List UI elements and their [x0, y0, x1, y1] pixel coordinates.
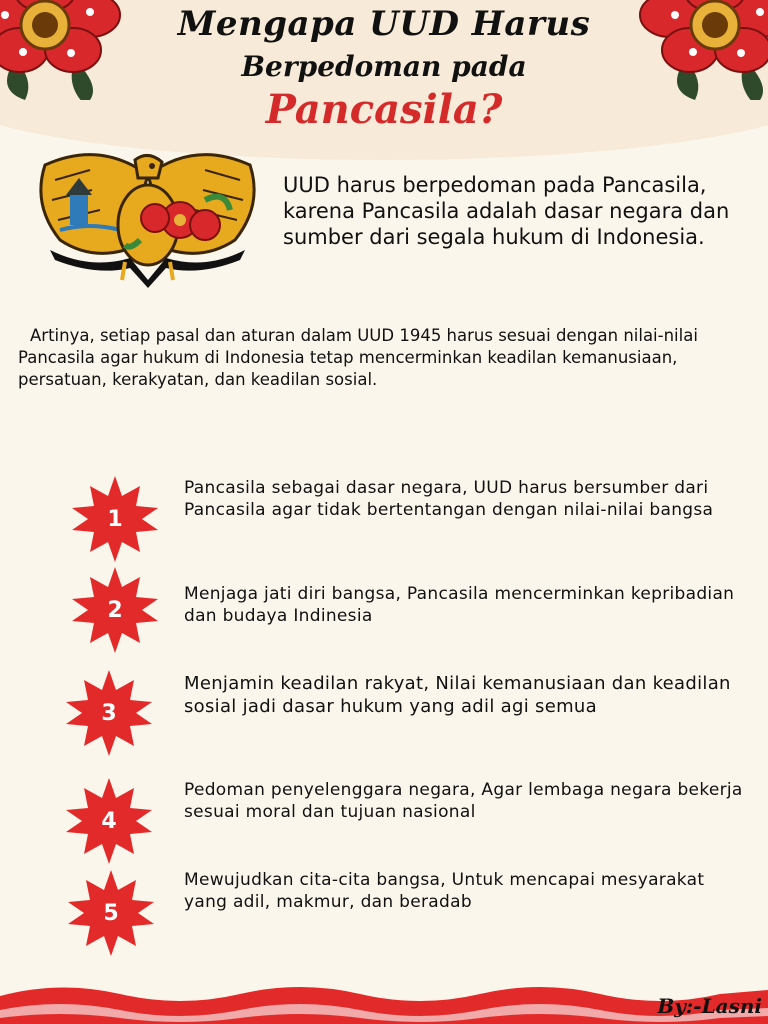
starburst-badge-icon — [64, 866, 158, 960]
explanation-paragraph: Artinya, setiap pasal dan aturan dalam UUD 1945 harus sesuai dengan nilai-nilai Pancasila agar hukum di Indonesia tetap mencerminkan keadilan kemanusiaan, persatuan, kerakyatan, dan keadilan sosial. — [18, 326, 698, 389]
badge-number: 4 — [101, 808, 117, 834]
title-line-1: Mengapa UUD Harus — [177, 4, 591, 44]
badge-number: 2 — [107, 597, 123, 623]
starburst-badge-icon — [62, 774, 156, 868]
byline: By:-Lasni — [657, 994, 762, 1018]
badge-number: 1 — [107, 506, 123, 532]
starburst-badge-icon — [68, 563, 162, 657]
title-line-2: Berpedoman pada — [241, 50, 527, 83]
point-4-text: Pedoman penyelenggara negara, Agar lembaga negara bekerja sesuai moral dan tujuan nasional — [184, 780, 743, 822]
point-5-text: Mewujudkan cita-cita bangsa, Untuk mencapai mesyarakat yang adil, makmur, dan beradab — [184, 870, 705, 912]
point-2-text: Menjaga jati diri bangsa, Pancasila mencerminkan kepribadian dan budaya Indinesia — [184, 584, 735, 626]
intro-text: UUD harus berpedoman pada Pancasila, karena Pancasila adalah dasar negara dan sumber dari segala hukum di Indonesia. — [283, 173, 730, 249]
point-1-text: Pancasila sebagai dasar negara, UUD harus bersumber dari Pancasila agar tidak bertentangan dengan nilai-nilai bangsa — [184, 478, 714, 520]
starburst-badge-icon — [68, 472, 162, 566]
footer-wave — [0, 980, 768, 1024]
title-line-3: Pancasila? — [265, 86, 503, 133]
badge-number: 5 — [103, 900, 119, 926]
starburst-badge-icon — [62, 666, 156, 760]
point-3-text: Menjamin keadilan rakyat, Nilai kemanusiaan dan keadilan sosial jadi dasar hukum yang adil agi semua — [184, 673, 731, 717]
badge-number: 3 — [101, 700, 117, 726]
garuda-pancasila-emblem-icon — [30, 150, 265, 290]
